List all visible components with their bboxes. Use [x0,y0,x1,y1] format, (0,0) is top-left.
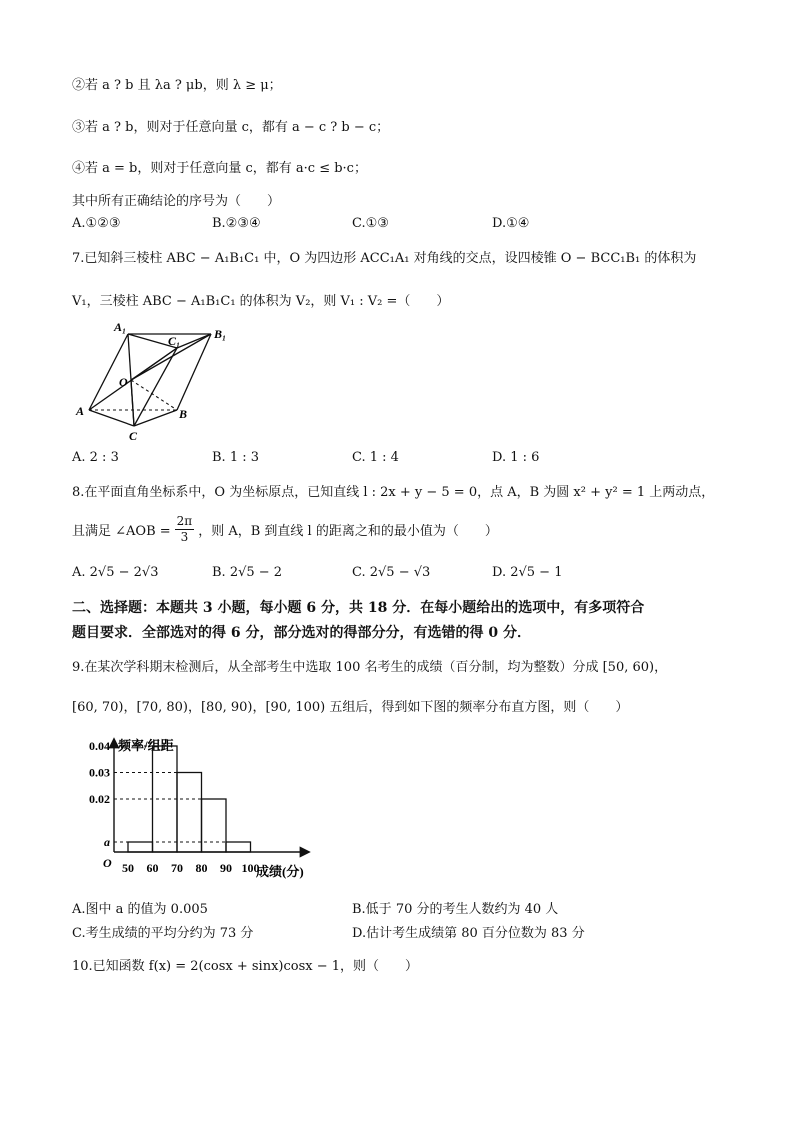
q9-text-2: [60, 70)，[70, 80)，[80, 90)，[90, 100) 五组后，得到如下图的频率分布直方图，则（ ） [72,700,629,715]
q8-fraction-num: 2π [176,514,193,528]
q8-option-c[interactable]: C. 2√5 − √3 [352,565,431,580]
histogram-ytick-1: 0.03 [89,765,110,780]
q6-option-a[interactable]: A.①②③ [72,216,121,231]
q6-option-d[interactable]: D.①④ [492,216,530,231]
q8-text-2 [72,514,498,545]
q6-statement-2: ②若 a ? b 且 λa ? μb，则 λ ≥ μ； [72,78,282,93]
section-2-header-2: 题目要求．全部选对的得 6 分，部分选对的得部分分，有选错的得 0 分． [72,625,531,641]
q8-text-2-post: ，则 A，B 到直线 l 的距离之和的最小值为（ ） [198,524,498,539]
histogram-y-label: 频率/组距 [118,738,174,753]
q8-option-b[interactable]: B. 2√5 − 2 [212,565,283,580]
q10-text: 10.已知函数 f(x) = 2(cosx + sinx)cosx − 1，则（ ） [72,959,419,974]
q7-option-b[interactable]: B. 1 : 3 [212,450,260,465]
prism-label-a1: A₁ [114,320,127,334]
q8-text-2-pre: 且满足 ∠AOB = [72,524,171,539]
q6-statement-4: ④若 a = b，则对于任意向量 c，都有 a·c ≤ b·c； [72,161,367,176]
q6-statement-3: ③若 a ? b，则对于任意向量 c，都有 a − c ? b − c； [72,120,390,135]
histogram-ytick-2: 0.02 [89,792,110,806]
q6-prompt: 其中所有正确结论的序号为（ ） [72,194,281,209]
q9-option-d[interactable]: D.估计考生成绩第 80 百分位数为 83 分 [352,926,585,941]
q6-option-b[interactable]: B.②③④ [212,216,261,231]
prism-label-b1: B₁ [214,327,227,341]
q6-option-c[interactable]: C.①③ [352,216,389,231]
prism-label-c1: C₁ [168,334,181,348]
histogram-xtick-5: 100 [241,861,260,875]
q7-option-a[interactable]: A. 2 : 3 [72,450,119,465]
histogram-ytick-3: a [104,835,110,849]
q8-text-1: 8.在平面直角坐标系中，O 为坐标原点，已知直线 l : 2x + y − 5 = 0，点 A，B 为圆 x² + y² = 1 上两动点， [72,485,715,500]
histogram-bar-0 [128,842,153,852]
prism-label-c: C [129,429,138,443]
q9-option-a[interactable]: A.图中 a 的值为 0.005 [72,902,208,917]
histogram-bar-3 [202,799,227,852]
histogram-ytick-0: 0.04 [89,739,110,753]
histogram-xtick-1: 60 [146,861,159,875]
prism-label-o: O [119,375,128,389]
histogram-bar-4 [226,842,251,852]
q8-option-a[interactable]: A. 2√5 − 2√3 [72,565,159,580]
histogram-xtick-2: 70 [171,861,183,875]
q9-option-b[interactable]: B.低于 70 分的考生人数约为 40 人 [352,902,559,917]
histogram-xtick-4: 90 [220,861,232,875]
prism-label-a: A [76,404,85,418]
q7-option-d[interactable]: D. 1 : 6 [492,450,540,465]
q8-fraction-den: 3 [180,530,189,544]
histogram-xtick-0: 50 [122,861,134,875]
histogram-xtick-3: 80 [195,861,208,875]
prism-figure [72,318,242,446]
histogram-origin: O [103,856,112,870]
section-2-header-1: 二、选择题：本题共 3 小题，每小题 6 分，共 18 分．在每小题给出的选项中，有多项符合 [72,600,645,616]
q9-option-c[interactable]: C.考生成绩的平均分约为 73 分 [72,926,254,941]
prism-label-b: B [179,407,188,421]
q9-text-1: 9.在某次学科期末检测后，从全部考生中选取 100 名考生的成绩（百分制，均为整数）分成 [50, 60)， [72,660,668,675]
q7-text-1: 7.已知斜三棱柱 ABC − A₁B₁C₁ 中，O 为四边形 ACC₁A₁ 对角线的交点，设四棱锥 O − BCC₁B₁ 的体积为 [72,251,697,266]
q8-fraction [175,514,195,545]
histogram-chart [72,730,332,885]
histogram-bar-2 [177,773,202,853]
q8-option-d[interactable]: D. 2√5 − 1 [492,565,563,580]
q7-option-c[interactable]: C. 1 : 4 [352,450,399,465]
q7-text-2: V₁，三棱柱 ABC − A₁B₁C₁ 的体积为 V₂，则 V₁ : V₂ =（ ） [72,294,450,309]
histogram-x-label: 成绩(分) [256,864,304,879]
